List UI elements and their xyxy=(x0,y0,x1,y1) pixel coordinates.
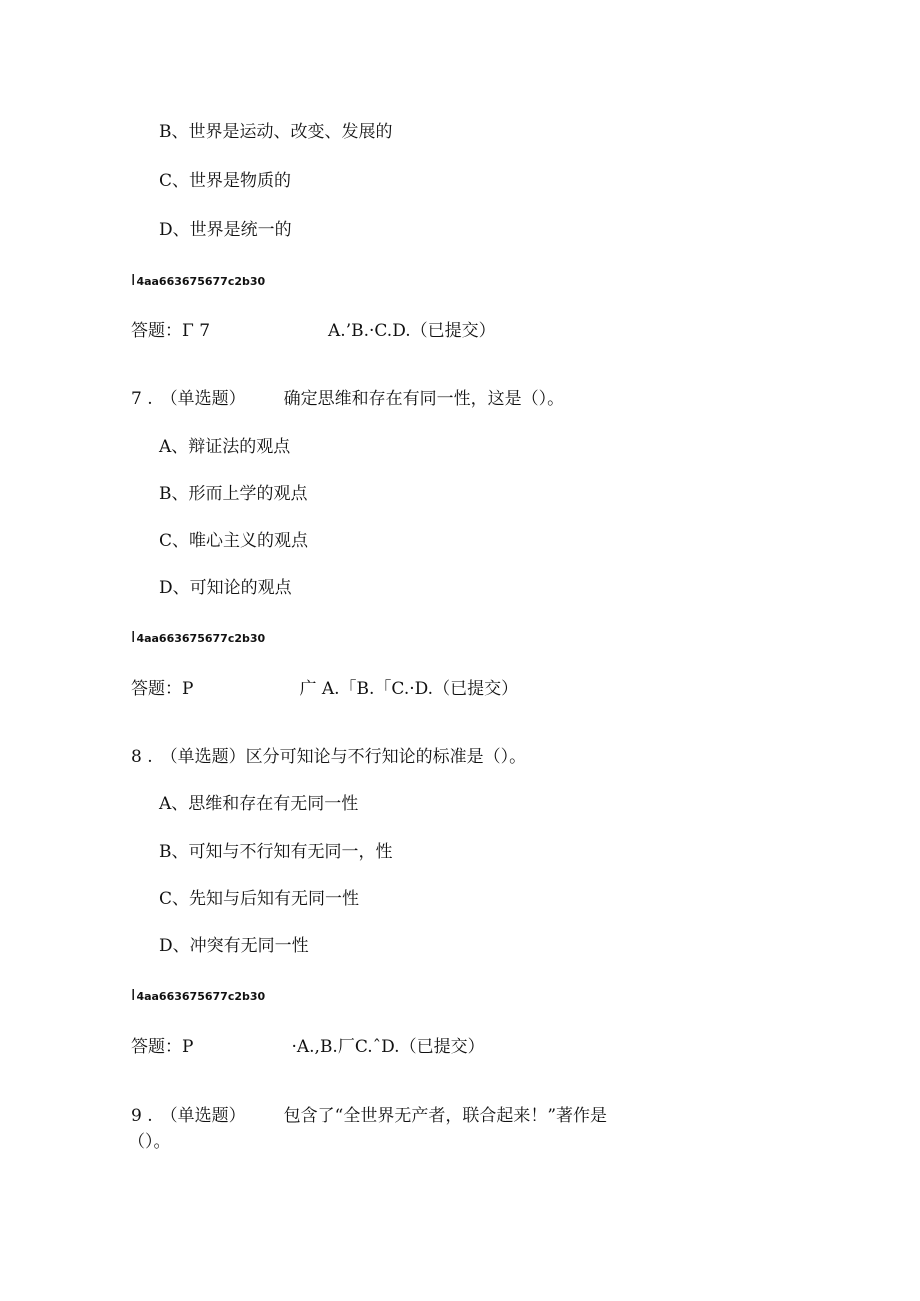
question-type: （单选题） xyxy=(160,747,246,767)
answer-choices[interactable]: 广 A.「B.「C.·D.（已提交） xyxy=(299,679,519,699)
question-id xyxy=(131,630,265,646)
option-b[interactable]: B、世界是运动、改变、发展的 xyxy=(159,122,393,142)
option-d[interactable]: D、世界是统一的 xyxy=(159,220,292,240)
question-number: 8 . xyxy=(131,747,153,767)
question-text: 包含了“全世界无产者，联合起来！”著作是 xyxy=(283,1106,608,1126)
id-code: 4aa663675677c2b30 xyxy=(136,275,266,288)
question-text: 确定思维和存在有同一性，这是（）。 xyxy=(283,389,565,409)
answer-value: Γ 7 xyxy=(182,321,211,341)
id-bar: I xyxy=(131,271,136,289)
answer-value: P xyxy=(182,1037,194,1057)
question-7 xyxy=(131,388,564,410)
answer-value: P xyxy=(182,679,194,699)
option-b[interactable]: B、可知与不行知有无同一，性 xyxy=(159,842,393,862)
answer-label: 答题： xyxy=(131,1037,182,1057)
answer-choices[interactable]: ·A.,B.厂C.ˆD.（已提交） xyxy=(291,1037,485,1057)
option-c[interactable]: C、世界是物质的 xyxy=(159,171,292,191)
question-type: （单选题） xyxy=(160,389,246,409)
id-code: 4aa663675677c2b30 xyxy=(136,990,266,1003)
id-code: 4aa663675677c2b30 xyxy=(136,632,266,645)
answer-row xyxy=(131,1036,485,1058)
question-text: 区分可知论与不行知论的标准是（）。 xyxy=(245,747,527,767)
question-id xyxy=(131,273,265,289)
option-a[interactable]: A、思维和存在有无同一性 xyxy=(159,794,359,814)
question-8 xyxy=(131,746,526,768)
question-9 xyxy=(131,1105,607,1127)
option-a[interactable]: A、辩证法的观点 xyxy=(159,437,291,457)
question-id xyxy=(131,988,265,1004)
answer-label: 答题： xyxy=(131,679,182,699)
question-number: 7 . xyxy=(131,389,153,409)
answer-choices[interactable]: A.’B.·C.D.（已提交） xyxy=(328,321,496,341)
option-d[interactable]: D、冲突有无同一性 xyxy=(159,936,309,956)
answer-row xyxy=(131,320,496,342)
answer-row xyxy=(131,678,518,700)
question-number: 9 . xyxy=(131,1106,153,1126)
id-bar: I xyxy=(131,628,136,646)
answer-label: 答题： xyxy=(131,321,182,341)
option-d[interactable]: D、可知论的观点 xyxy=(159,578,292,598)
question-text-continuation: （）。 xyxy=(128,1132,171,1152)
question-type: （单选题） xyxy=(160,1106,246,1126)
option-c[interactable]: C、唯心主义的观点 xyxy=(159,531,309,551)
option-b[interactable]: B、形而上学的观点 xyxy=(159,484,308,504)
id-bar: I xyxy=(131,986,136,1004)
option-c[interactable]: C、先知与后知有无同一性 xyxy=(159,889,360,909)
